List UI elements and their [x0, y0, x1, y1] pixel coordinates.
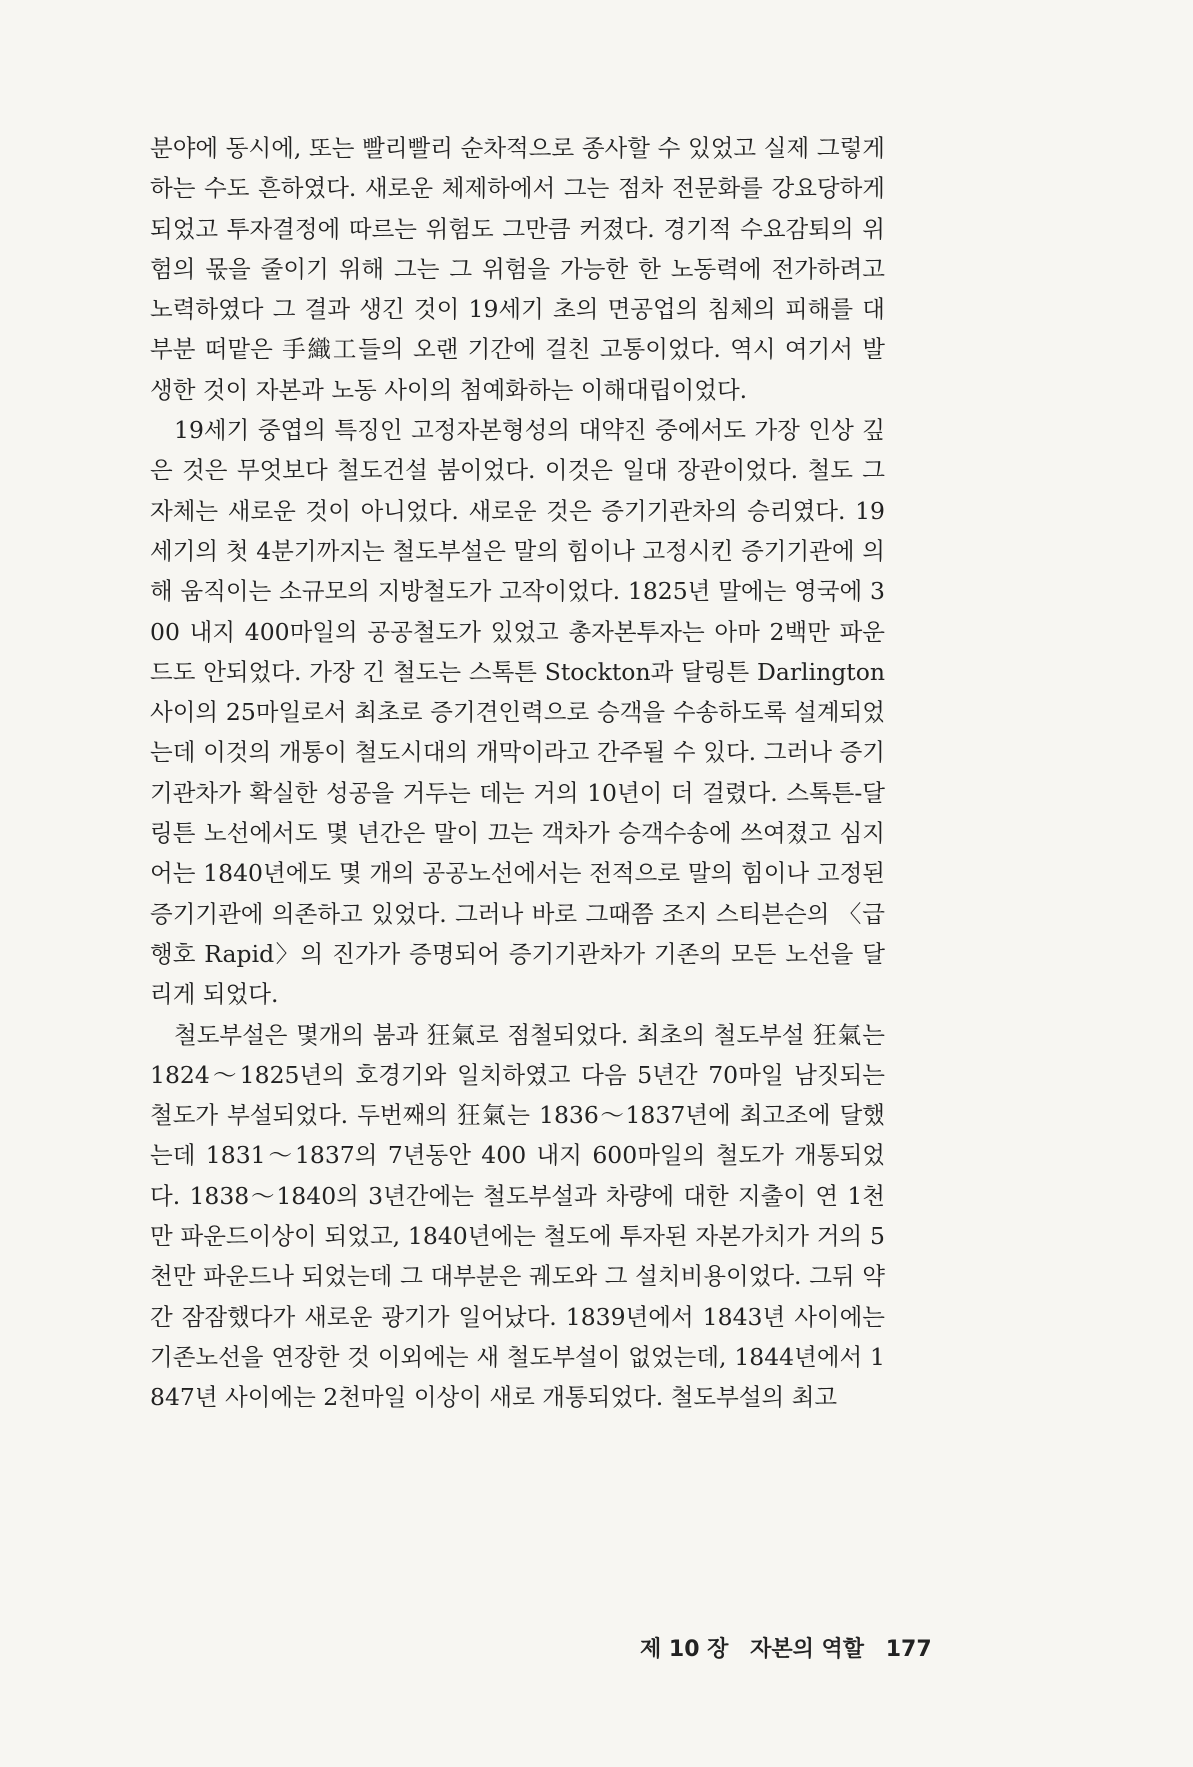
paragraph-1: 분야에 동시에, 또는 빨리빨리 순차적으로 종사할 수 있었고 실제 그렇게 하는 수도 흔하였다. 새로운 체제하에서 그는 점차 전문화를 강요당하게 되었고 투자결정에 따르는 위험도 그만큼 커졌다. 경기적 수요감퇴의 위험의 몫을 줄이기 위해 그는 그 위험을 가능한 한 노동력에 전가하려고 노력하였다 그 결과 생긴 것이 19세기 초의 면공업의 침체의 피해를 대부분 떠맡은 手織工들의 오랜 기간에 걸친 고통이었다. 역시 여기서 발생한 것이 자본과 노동 사이의 첨예화하는 이해대립이었다.: [150, 134, 885, 404]
body-text: [150, 128, 885, 1418]
page-footer: [640, 1632, 932, 1663]
paragraph-2: 19세기 중엽의 특징인 고정자본형성의 대약진 중에서도 가장 인상 깊은 것은 무엇보다 철도건설 붐이었다. 이것은 일대 장관이었다. 철도 그 자체는 새로운 것이 아니었다. 새로운 것은 증기기관차의 승리였다. 19세기의 첫 4분기까지는 철도부설은 말의 힘이나 고정시킨 증기기관에 의해 움직이는 소규모의 지방철도가 고작이었다. 1825년 말에는 영국에 300 내지 400마일의 공공철도가 있었고 총자본투자는 아마 2백만 파운드도 안되었다. 가장 긴 철도는 스톡튼 Stockton과 달링튼 Darlington 사이의 25마일로서 최초로 증기견인력으로 승객을 수송하도록 설계되었는데 이것의 개통이 철도시대의 개막이라고 간주될 수 있다. 그러나 증기기관차가 확실한 성공을 거두는 데는 거의 10년이 더 걸렸다. 스톡튼-달링튼 노선에서도 몇 년간은 말이 끄는 객차가 승객수송에 쓰여졌고 심지어는 1840년에도 몇 개의 공공노선에서는 전적으로 말의 힘이나 고정된 증기기관에 의존하고 있었다. 그러나 바로 그때쯤 조지 스티븐슨의 〈급행호 Rapid〉의 진가가 증명되어 증기기관차가 기존의 모든 노선을 달리게 되었다.: [150, 416, 885, 1009]
chapter-number: 제 10 장: [640, 1637, 729, 1662]
paragraph-3: 철도부설은 몇개의 붐과 狂氣로 점철되었다. 최초의 철도부설 狂氣는 1824～1825년의 호경기와 일치하였고 다음 5년간 70마일 남짓되는 철도가 부설되었다. 두번째의 狂氣는 1836～1837년에 최고조에 달했는데 1831～1837의 7년동안 400 내지 600마일의 철도가 개통되었다. 1838～1840의 3년간에는 철도부설과 차량에 대한 지출이 연 1천만 파운드이상이 되었고, 1840년에는 철도에 투자된 자본가치가 거의 5천만 파운드나 되었는데 그 대부분은 궤도와 그 설치비용이었다. 그뒤 약간 잠잠했다가 새로운 광기가 일어났다. 1839년에서 1843년 사이에는 기존노선을 연장한 것 이외에는 새 철도부설이 없었는데, 1844년에서 1847년 사이에는 2천마일 이상이 새로 개통되었다. 철도부설의 최고: [150, 1020, 885, 1412]
chapter-title: 자본의 역할: [750, 1637, 865, 1662]
page-number: 177: [885, 1637, 932, 1662]
